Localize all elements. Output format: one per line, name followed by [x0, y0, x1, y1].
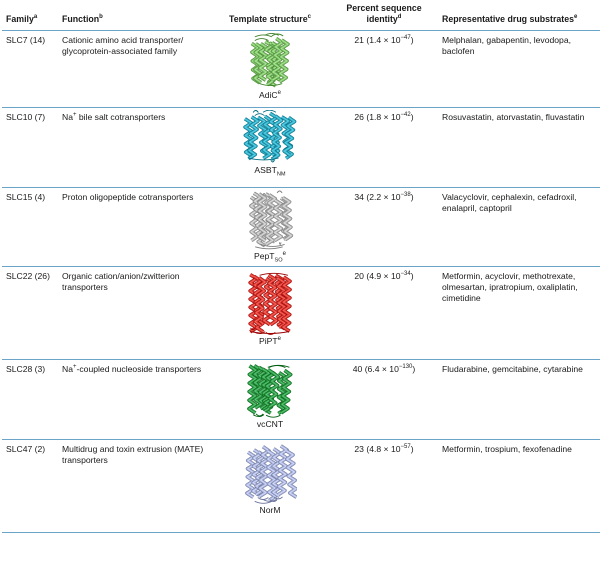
header-template-structure: Template structure$^c$: [210, 0, 330, 30]
template-structure-cell: [210, 187, 330, 266]
protein-ribbon-icon: [243, 442, 297, 504]
family-cell: SLC7 (14): [2, 30, 58, 107]
percent-identity-cell: 21 $(1.4 \times 10^{-47})$: [330, 30, 438, 107]
structure-label: PiPT$^e$: [259, 335, 281, 346]
structure-label: $ASBT_{NM}$: [254, 164, 286, 178]
template-structure-cell: [210, 266, 330, 359]
protein-ribbon-icon: [244, 190, 296, 250]
table-body: [2, 30, 600, 532]
structure-label: vcCNT: [256, 418, 284, 429]
percent-identity-cell: 20 $(4.9 \times 10^{-34})$: [330, 266, 438, 359]
function-cell: Organic cation/anion/zwitterion transporters: [58, 266, 210, 359]
drug-substrates-cell: Fludarabine, gemcitabine, cytarabine: [438, 359, 600, 439]
drug-substrates-cell: Valacyclovir, cephalexin, cefadroxil, enalapril, captopril: [438, 187, 600, 266]
table-header: [2, 0, 600, 30]
drug-substrates-cell: Metformin, trospium, fexofenadine: [438, 439, 600, 532]
template-structure-cell: [210, 107, 330, 187]
family-cell: SLC22 (26): [2, 266, 58, 359]
percent-identity-cell: 40 $(6.4 \times 10^{-130})$: [330, 359, 438, 439]
header-drug-substrates: Representative drug substrates$^e$: [438, 0, 600, 30]
function-cell: Multidrug and toxin extrusion (MATE) transporters: [58, 439, 210, 532]
percent-identity-cell: 23 $(4.8 \times 10^{-57})$: [330, 439, 438, 532]
template-structure-cell: [210, 30, 330, 107]
function-cell: Na+ bile salt cotransporters: [58, 107, 210, 187]
table-row: [2, 30, 600, 107]
family-cell: SLC15 (4): [2, 187, 58, 266]
structure-label: AdiC$^e$: [259, 89, 281, 100]
protein-ribbon-icon: [241, 110, 299, 164]
template-structure-cell: [210, 359, 330, 439]
template-structure-cell: [210, 439, 330, 532]
table-row: [2, 187, 600, 266]
table-row: [2, 266, 600, 359]
table-row: [2, 439, 600, 532]
drug-substrates-cell: Rosuvastatin, atorvastatin, fluvastatin: [438, 107, 600, 187]
slc-transporter-table: [2, 0, 600, 533]
percent-identity-cell: 26 $(1.8 \times 10^{-42})$: [330, 107, 438, 187]
header-family: Family$^a$: [2, 0, 58, 30]
family-cell: SLC47 (2): [2, 439, 58, 532]
drug-substrates-cell: Melphalan, gabapentin, levodopa, baclofen: [438, 30, 600, 107]
drug-substrates-cell: Metformin, acyclovir, methotrexate, olmesartan, ipratropium, oxaliplatin, cimetidine: [438, 266, 600, 359]
protein-ribbon-icon: [244, 362, 296, 418]
protein-ribbon-icon: [248, 33, 292, 89]
function-cell: Na+-coupled nucleoside transporters: [58, 359, 210, 439]
header-percent-identity: Percent sequence identity$^d$: [330, 0, 438, 30]
table-row: [2, 107, 600, 187]
family-cell: SLC10 (7): [2, 107, 58, 187]
percent-identity-cell: 34 $(2.2 \times 10^{-38})$: [330, 187, 438, 266]
protein-ribbon-icon: [244, 269, 296, 335]
structure-label: NorM: [259, 504, 281, 515]
header-function: Function$^b$: [58, 0, 210, 30]
function-cell: Cationic amino acid transporter/ glycoprotein-associated family: [58, 30, 210, 107]
structure-label: PepT$_{SO}^e$: [254, 250, 286, 264]
family-cell: SLC28 (3): [2, 359, 58, 439]
function-cell: Proton oligopeptide cotransporters: [58, 187, 210, 266]
table-row: [2, 359, 600, 439]
